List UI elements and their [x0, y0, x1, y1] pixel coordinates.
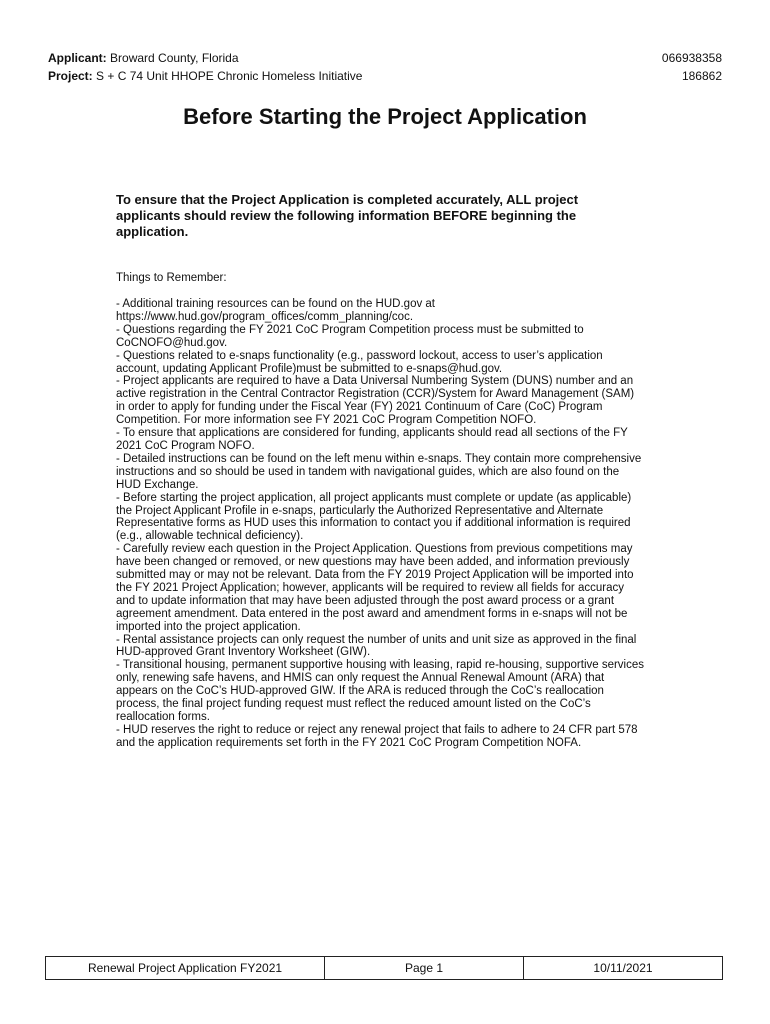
project-line: [48, 68, 362, 84]
page-footer: [45, 956, 723, 980]
instruction-item: - To ensure that applications are considered for funding, applicants should read all sections of the FY 2021 CoC Program NOFO.: [116, 427, 628, 452]
instruction-item: - Questions regarding the FY 2021 CoC Program Competition process must be submitted to CoCNOFO@hud.gov.: [116, 323, 584, 349]
applicant-label: Applicant:: [48, 51, 107, 65]
instruction-item: - Before starting the project application, all project applicants must complete or update (as applicable) the Project Applicant Profile in e-snaps, particularly the Authorized Representative and Alternate Representative forms as HUD uses this information to contact you if additional information is required (e.g., allowable technical deficiency).: [116, 491, 632, 543]
instruction-item: - Additional training resources can be found on the HUD.gov at https://www.hud.gov/program_offices/comm_planning/coc.: [116, 298, 435, 323]
project-value: S + C 74 Unit HHOPE Chronic Homeless Initiative: [96, 69, 363, 83]
remember-heading: Things to Remember:: [116, 272, 227, 284]
instruction-item: - Carefully review each question in the Project Application. Questions from previous competitions may have been changed or removed, or new questions may have been added, and information previously submitted may or may not be relevant. Data from the FY 2019 Project Application will be imported into the FY 2021 Project Application; however, applicants will be required to review all fields for accuracy and to update information that may have been adjusted through the post award process or a grant agreement amendment. Data entered in the post award and amendment forms in e-snaps will not be imported into the project application.: [116, 543, 634, 633]
header-project-row: [48, 68, 722, 84]
intro-paragraph: To ensure that the Project Application is completed accurately, ALL project applicants should review the following information BEFORE beginning the application.: [116, 192, 579, 239]
project-id: 186862: [681, 69, 722, 83]
applicant-value: Broward County, Florida: [110, 51, 239, 65]
applicant-id: 066938358: [661, 51, 722, 65]
instructions-list: [116, 298, 644, 750]
instruction-item: - HUD reserves the right to reduce or reject any renewal project that fails to adhere to 24 CFR part 578 and the application requirements set forth in the FY 2021 CoC Program Competition NOFA.: [116, 723, 638, 749]
header-applicant-row: [48, 50, 722, 66]
instruction-item: - Detailed instructions can be found on the left menu within e-snaps. They contain more comprehensive instructions and so should be used in tandem with navigational guides, which are also found on the HUD Exchange.: [116, 452, 642, 491]
footer-page-number: Page 1: [325, 957, 524, 979]
instruction-item: - Rental assistance projects can only request the number of units and unit size as approved in the final HUD-approved Grant Inventory Worksheet (GIW).: [116, 633, 637, 659]
instruction-item: - Transitional housing, permanent supportive housing with leasing, rapid re-housing, supportive services only, renewing safe havens, and HMIS can only request the Annual Renewal Amount (ARA) that appears on the CoC’s HUD-approved GIW. If the ARA is reduced through the CoC’s reallocation process, the final project funding request must reflect the reduced amount listed on the CoC’s reallocation forms.: [116, 659, 645, 723]
footer-form-name: Renewal Project Application FY2021: [46, 957, 325, 979]
applicant-line: [48, 50, 239, 66]
instruction-item: - Project applicants are required to have a Data Universal Numbering System (DUNS) number and an active registration in the Central Contractor Registration (CCR)/System for Award Management (SAM) in order to apply for funding under the Fiscal Year (FY) 2021 Continuum of Care (CoC) Program Competition. For more information see FY 2021 CoC Program Competition NOFO.: [116, 375, 635, 427]
footer-date: 10/11/2021: [593, 961, 653, 975]
page-title: Before Starting the Project Application: [183, 104, 587, 129]
project-label: Project:: [48, 69, 93, 83]
instruction-item: - Questions related to e-snaps functionality (e.g., password lockout, access to user’s application account, updating Applicant Profile)must be submitted to e-snaps@hud.gov.: [116, 349, 603, 375]
